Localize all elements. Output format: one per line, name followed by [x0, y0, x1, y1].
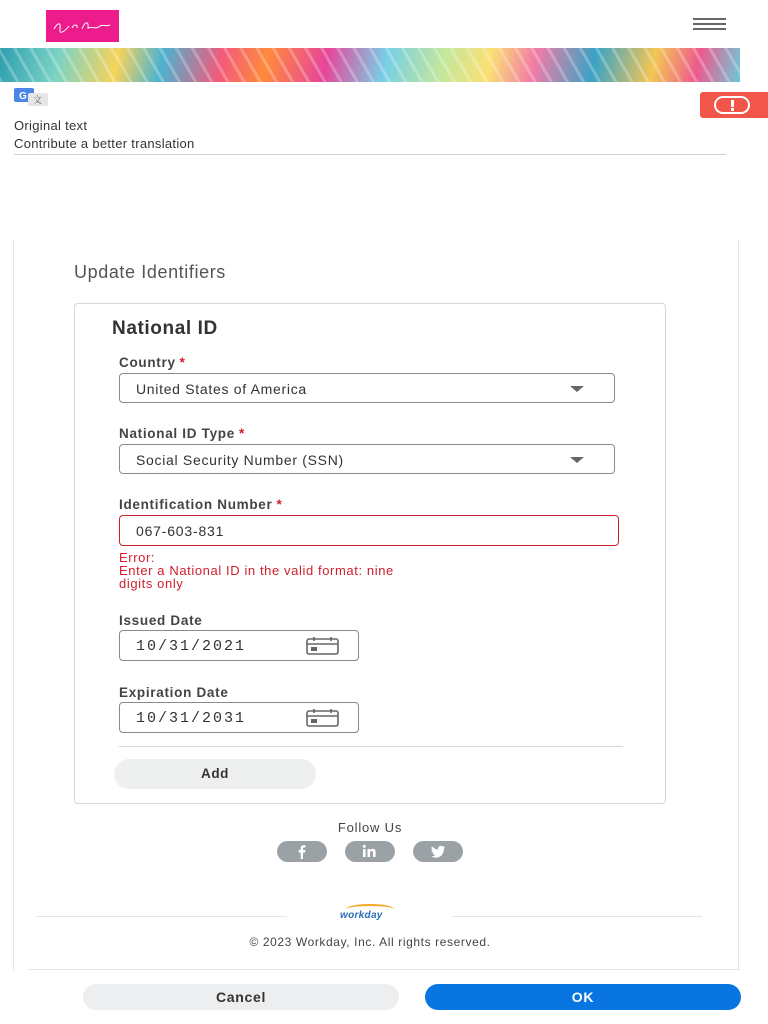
svg-text:文: 文 — [33, 96, 43, 106]
national-id-card — [74, 303, 666, 804]
facebook-icon[interactable] — [277, 841, 327, 862]
required-marker: * — [276, 497, 283, 512]
issued-date-label: Issued Date — [119, 613, 203, 628]
follow-us-label: Follow Us — [337, 820, 403, 835]
frame-border-right — [738, 240, 739, 970]
action-bar-divider — [28, 969, 740, 970]
issued-date-value: 10/31/2021 — [136, 638, 247, 655]
required-marker: * — [179, 355, 186, 370]
calendar-icon[interactable] — [306, 637, 339, 655]
error-message: Error: Enter a National ID in the valid format: nine digits only — [119, 550, 394, 591]
twitter-icon[interactable] — [413, 841, 463, 862]
hero-banner-image — [0, 48, 740, 82]
country-value: United States of America — [136, 381, 307, 397]
divider — [119, 746, 623, 747]
brand-logo-icon[interactable] — [46, 10, 119, 42]
identification-number-input[interactable] — [119, 515, 619, 546]
divider — [14, 154, 726, 155]
copyright-text: © 2023 Workday, Inc. All rights reserved. — [249, 935, 491, 949]
national-id-type-select[interactable] — [119, 444, 615, 474]
page-title: Update Identifiers — [74, 262, 226, 282]
cancel-button[interactable]: Cancel — [83, 984, 399, 1010]
card-title: National ID — [112, 318, 218, 339]
footer-divider — [452, 916, 702, 917]
alert-button[interactable] — [700, 92, 768, 118]
hamburger-menu-icon[interactable] — [693, 18, 726, 32]
national-id-type-value: Social Security Number (SSN) — [136, 452, 344, 468]
header — [0, 0, 768, 48]
chevron-down-icon — [570, 386, 584, 392]
issued-date-input[interactable] — [119, 630, 359, 661]
identification-number-label: Identification Number * — [119, 497, 283, 512]
add-button[interactable]: Add — [114, 759, 316, 789]
google-translate-icon[interactable] — [14, 88, 48, 106]
required-marker: * — [238, 426, 245, 441]
workday-logo: workday — [340, 910, 383, 921]
ok-button[interactable]: OK — [425, 984, 741, 1010]
expiration-date-label: Expiration Date — [119, 685, 229, 700]
frame-border-left — [13, 240, 14, 970]
svg-text:G: G — [19, 91, 27, 102]
calendar-icon[interactable] — [306, 709, 339, 727]
footer-divider — [37, 916, 287, 917]
contribute-translation-link[interactable]: Contribute a better translation — [14, 136, 195, 151]
country-label: Country * — [119, 355, 186, 370]
expiration-date-value: 10/31/2031 — [136, 710, 247, 727]
chevron-down-icon — [570, 457, 584, 463]
original-text-link[interactable]: Original text — [14, 118, 88, 133]
alert-icon — [714, 96, 750, 114]
national-id-type-label: National ID Type * — [119, 426, 245, 441]
expiration-date-input[interactable] — [119, 702, 359, 733]
country-select[interactable] — [119, 373, 615, 403]
linkedin-icon[interactable] — [345, 841, 395, 862]
